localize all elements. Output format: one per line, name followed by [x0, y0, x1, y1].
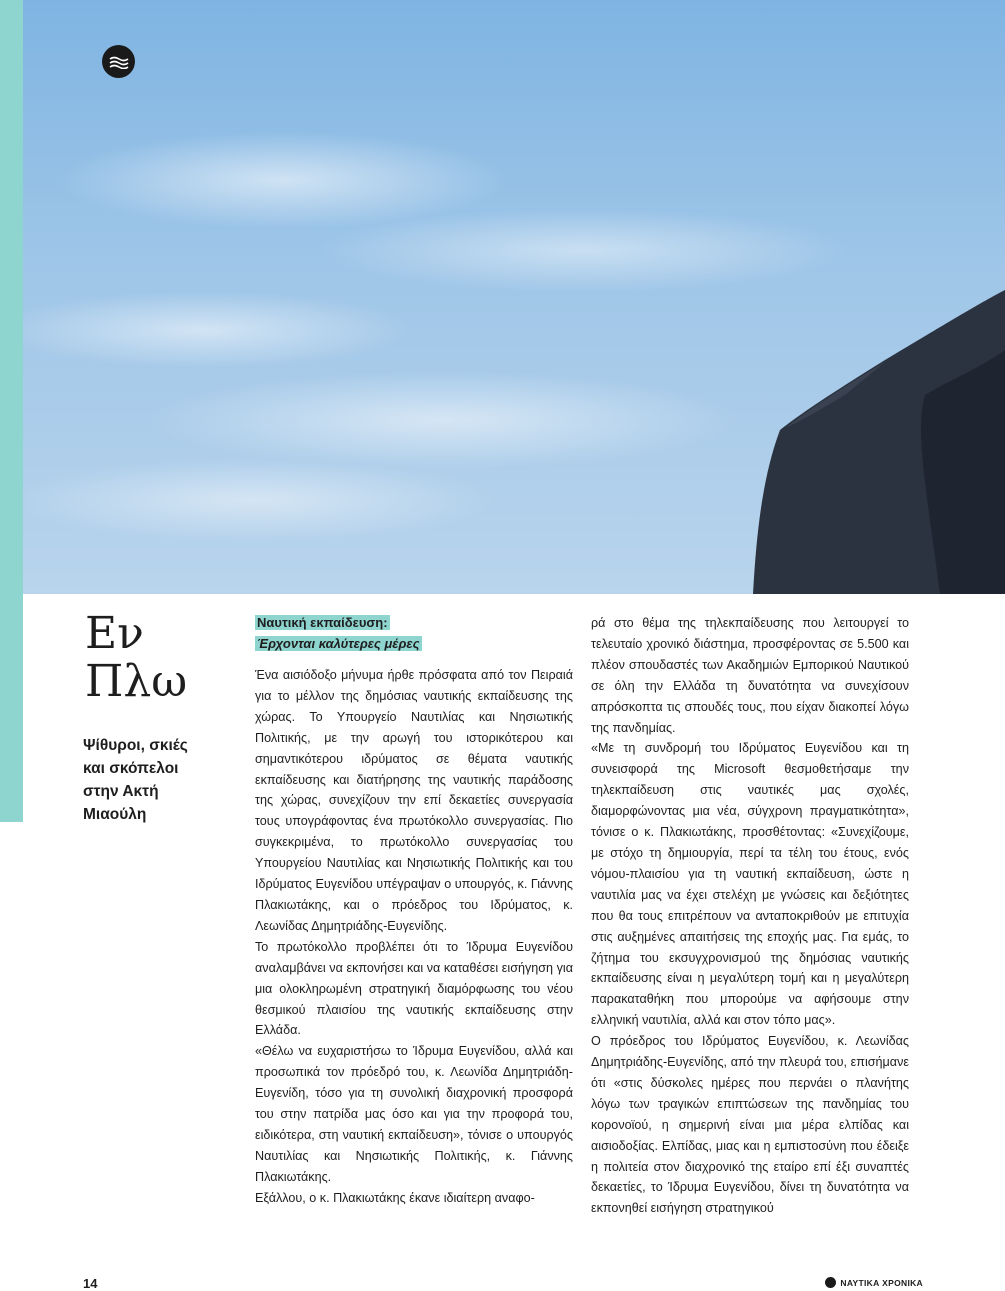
section-title-line-2: Πλω [85, 656, 188, 707]
brand-name: ΝΑΥΤΙΚΑ ΧΡΟΝΙΚΑ [840, 1277, 923, 1288]
jacket-shoulder [735, 0, 1005, 594]
footer-brand [825, 1277, 923, 1288]
article-paragraph: «Με τη συνδρομή του Ιδρύματος Ευγενίδου και τη συνεισφορά της Microsoft θεσμοθετήσαμε την τηλεκπαίδευση στις ναυτικές μας σχολές, διαμορφώνοντας μια νέα, σύγχρονη πραγματικότητα», τόνισε ο κ. Πλακιωτάκης, προσθέτοντας: «Συνεχίζουμε, με στόχο τη δημιουργία, περί τα τέλη του έτους, ενός νόμου-πλαισίου για τη ναυτική εκπαίδευση, ώστε η ναυτιλία μας να έχει στελέχη με γνώσεις και δεξιότητες που θα τους επιτρέπουν να ανταποκριθούν με επιτυχία στις αυξημένες απαιτήσεις της εποχής μας. Για εμάς, το ζήτημα του εκσυγχρονισμού της δημόσιας ναυτικής εκπαίδευσης είναι η μεγαλύτερη τομή και η μεγαλύτερη παρακαταθήκη που μπορούμε να αφήσουμε στην ελληνική ναυτιλία, αλλά και στον τόπο μας». [591, 741, 909, 1028]
page-number: 14 [83, 1276, 98, 1291]
article-column-1 [255, 613, 573, 1209]
article-paragraph: Εξάλλου, ο κ. Πλακιωτάκης έκανε ιδιαίτερη αναφο- [255, 1190, 535, 1205]
article-paragraph: ρά στο θέμα της τηλεκπαίδευσης που λειτουργεί το τελευταίο χρονικό διάστημα, προσφέροντας σε 5.500 και πλέον σπουδαστές των Ακαδημιών Εμπορικού Ναυτικού σε όλη την Ελλάδα τη δυνατότητα να συνεχίσουν απρόσκοπτα τις σπουδές τους, που είχαν διακοπεί λόγω της πανδημίας. [591, 616, 909, 735]
section-title-line-1: Εν [85, 608, 144, 659]
article-paragraph: Ο πρόεδρος του Ιδρύματος Ευγενίδου, κ. Λεωνίδας Δημητριάδης-Ευγενίδης, από την πλευρά του, επισήμανε ότι «στις δύσκολες ημέρες που περνάει ο πλανήτης λόγω των τραγικών επιπτώσεων της πανδημίας του κορονοϊού, η σημερινή είναι μια μέρα ελπίδας και αισιοδοξίας. Ελπίδας, μιας και η εμπιστοσύνη που έδειξε η πολιτεία στον διαχρονικό της εταίρο επί έξι συναπτές δεκαετίες, το Ίδρυμα Ευγενίδου, δίνει τη δυνατότητα να εκπονηθεί εισήγηση στρατηγικού [591, 1034, 909, 1216]
section-subtitle: Ψίθυροι, σκιές και σκόπελοι στην Ακτή Μιαούλη [83, 737, 188, 823]
article-heading-line-2: Έρχονται καλύτερες μέρες [257, 635, 420, 651]
article-heading-line-1: Ναυτική εκπαίδευση: [257, 615, 388, 630]
article-paragraph: Το πρωτόκολλο προβλέπει ότι το Ίδρυμα Ευγενίδου αναλαμβάνει να εκπονήσει και να καταθέσει εισήγηση για μια ολοκληρωμένη στρατηγική διαμόρφωσης του νέου θεσμικού πλαισίου της ναυτικής εκπαίδευσης στην Ελλάδα. [255, 939, 573, 1038]
hero-photo [23, 0, 1005, 594]
section-title [85, 610, 235, 706]
article-paragraph: Ένα αισιόδοξο μήνυμα ήρθε πρόσφατα από τον Πειραιά για το μέλλον της δημόσιας ναυτικής εκπαίδευσης της χώρας. Το Υπουργείο Ναυτιλίας και Νησιωτικής Πολιτικής, με την αρωγή του ιστορικότερου και σημαντικότερου ιδρύματος σε θέματα ναυτικής εκπαίδευσης και διατήρησης της ναυτικής παράδοσης της χώρας, συνεχίζουν την επί δεκαετίες συνεργασία τους υπογράφοντας ένα πρωτόκολλο συνεργασίας. Πιο συγκεκριμένα, το πρωτόκολλο συνεργασίας του Υπουργείου Ναυτιλίας και Νησιωτικής Πολιτικής και του Ιδρύματος Ευγενίδου υπέγραψαν ο υπουργός, κ. Γιάννης Πλακιωτάκης, και ο πρόεδρος του Ιδρύματος, κ. Λεωνίδας Δημητριάδης-Ευγενίδης. [255, 668, 573, 933]
article-heading [255, 613, 573, 654]
article-column-2 [591, 613, 909, 1219]
brand-logo-icon [825, 1277, 836, 1288]
teal-accent-bar [0, 0, 23, 822]
article-paragraph: «Θέλω να ευχαριστήσω το Ίδρυμα Ευγενίδου, αλλά και προσωπικά τον πρόεδρό του, κ. Λεωνίδα Δημητριάδη-Ευγενίδη, τόσο για τη συνολική διαχρονική προσφορά του στην πατρίδα μας όσο και για την προφορά του, ειδικότερα, στη ναυτική εκπαίδευση», τόνισε ο υπουργός Ναυτιλίας και Νησιωτικής Πολιτικής, κ. Γιάννης Πλακιωτάκης. [255, 1044, 573, 1184]
magazine-wave-logo-icon [102, 45, 135, 78]
